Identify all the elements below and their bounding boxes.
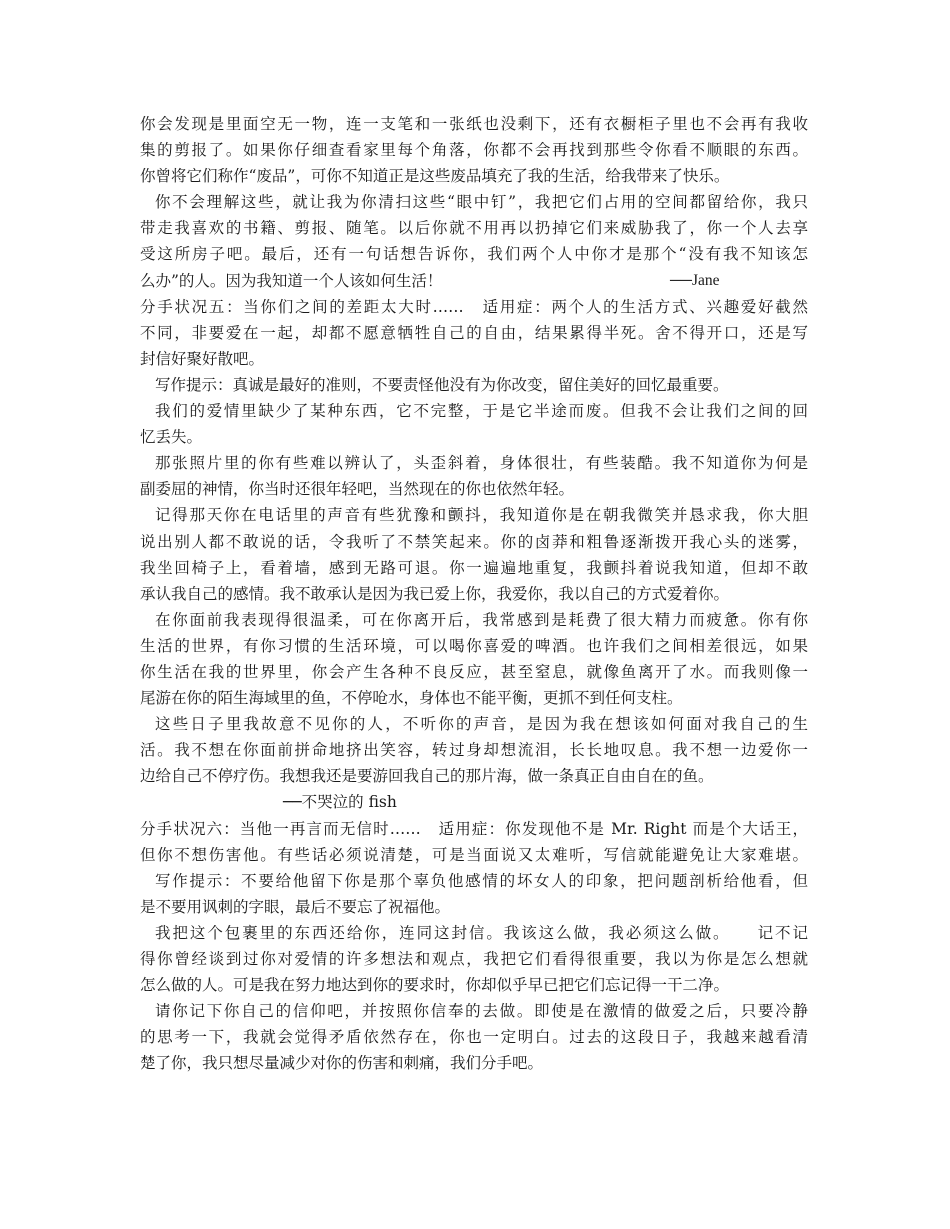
text-line: 忆丢失。 xyxy=(140,428,203,447)
text-line: 楚了你，我只想尽量减少对你的伤害和刺痛，我们分手吧。 xyxy=(140,1054,544,1073)
text-line: 得你曾经谈到过你对爱情的许多想法和观点，我把它们看得很重要，我以为你是怎么想就 xyxy=(140,950,808,968)
text-line: 你会发现是里面空无一物，连一支笔和一张纸也没剩下，还有衣橱柜子里也不会再有我收 xyxy=(140,115,808,133)
text-line: 但你不想伤害他。有些话必须说清楚，可是当面说又太难听，写信就能避免让大家难堪。 xyxy=(140,845,808,864)
text-line: 尾游在你的陌生海域里的鱼，不停呛水，身体也不能平衡，更抓不到任何支柱。 xyxy=(140,689,683,708)
text-line: 我把这个包裹里的东西还给你，连同这封信。我该这么做，我必须这么做。 记不记 xyxy=(155,923,808,942)
text-line: 你不会理解这些，就让我为你清扫这些“眼中钉”，我把它们占用的空间都留给你，我只 xyxy=(155,193,808,212)
writing-tip-line: 写作提示：不要给他留下你是那个辜负他感情的坏女人的印象，把问题剖析给他看，但 xyxy=(155,871,808,890)
text-line: 封信好聚好散吧。 xyxy=(140,349,265,368)
text-line: 不同，非要爱在一起，却都不愿意牺牲自己的自由，结果累得半死。舍不得开口，还是写 xyxy=(140,323,808,342)
text-line: 副委屈的神情，你当时还很年轻吧，当然现在的你也依然年轻。 xyxy=(140,480,575,499)
text-line: 说出别人都不敢说的话，令我听了不禁笑起来。你的卤莽和粗鲁逐渐拨开我心头的迷雾， xyxy=(140,532,808,551)
text-line: 边给自己不停疗伤。我想我还是要游回我自己的那片海，做一条真正自由自在的鱼。 xyxy=(140,767,714,786)
text-line: 怎么做的人。可是我在努力地达到你的要求时，你却似乎早已把它们忘记得一干二净。 xyxy=(140,976,730,995)
text-line: 承认我自己的感情。我不敢承认是因为我已爱上你，我爱你，我以自己的方式爱着你。 xyxy=(140,584,730,603)
text-line: 受这所房子吧。最后，还有一句话想告诉你，我们两个人中你才是那个“没有我不知该怎 xyxy=(140,245,808,264)
text-line: 那张照片里的你有些难以辨认了，头歪斜着，身体很壮，有些装酷。我不知道你为何是 xyxy=(155,454,808,473)
text-line: 你曾将它们称作“废品”，可你不知道正是这些废品填充了我的生活，给我带来了快乐。 xyxy=(140,167,730,186)
text-line: 这些日子里我故意不见你的人，不听你的声音，是因为我在想该如何面对我自己的生 xyxy=(155,715,808,734)
text-line-with-signature xyxy=(140,268,808,294)
section-heading-line: 分手状况六：当他一再言而无信时…… 适用症：你发现他不是 Mr. Right 而是个大话王， xyxy=(140,819,808,838)
signature-fish: ──不哭泣的 fish xyxy=(283,793,397,812)
text-line: 我坐回椅子上，看着墙，感到无路可退。你一遍遍地重复，我颤抖着说我知道，但却不敢 xyxy=(140,558,808,577)
text-line: 带走我喜欢的书籍、剪报、随笔。以后你就不用再以扔掉它们来威胁我了，你一个人去享 xyxy=(140,219,808,238)
document-page xyxy=(140,111,808,1076)
text-line: 生活的世界，有你习惯的生活环境，可以喝你喜爱的啤酒。也许我们之间相差很远，如果 xyxy=(140,636,808,655)
text-line: 活。我不想在你面前拼命地挤出笑容，转过身却想流泪，长长地叹息。我不想一边爱你一 xyxy=(140,741,808,760)
text-line: 在你面前我表现得很温柔，可在你离开后，我常感到是耗费了很大精力而疲惫。你有你 xyxy=(155,610,808,629)
text-line: 请你记下你自己的信仰吧，并按照你信奉的去做。即使是在激情的做爱之后，只要冷静 xyxy=(155,1002,808,1021)
text-line: 是不要用讽刺的字眼，最后不要忘了祝福他。 xyxy=(140,897,451,916)
text-line-segment: 么办”的人。因为我知道一个人该如何生活！ xyxy=(140,271,443,290)
text-line: 你生活在我的世界里，你会产生各种不良反应，甚至窒息，就像鱼离开了水。而我则像一 xyxy=(140,662,808,681)
signature-jane: ──Jane xyxy=(670,271,720,289)
text-line: 我们的爱情里缺少了某种东西，它不完整，于是它半途而废。但我不会让我们之间的回 xyxy=(155,402,808,421)
text-line: 记得那天你在电话里的声音有些犹豫和颤抖，我知道你是在朝我微笑并恳求我，你大胆 xyxy=(155,506,808,525)
writing-tip-line: 写作提示：真诚是最好的准则，不要责怪他没有为你改变，留住美好的回忆最重要。 xyxy=(155,375,729,394)
text-line: 集的剪报了。如果你仔细查看家里每个角落，你都不会再找到那些令你看不顺眼的东西。 xyxy=(140,141,808,160)
section-heading-line: 分手状况五：当你们之间的差距太大时…… 适用症：两个人的生活方式、兴趣爱好截然 xyxy=(140,297,808,316)
text-line: 的思考一下，我就会觉得矛盾依然存在，你也一定明白。过去的这段日子，我越来越看清 xyxy=(140,1028,808,1047)
